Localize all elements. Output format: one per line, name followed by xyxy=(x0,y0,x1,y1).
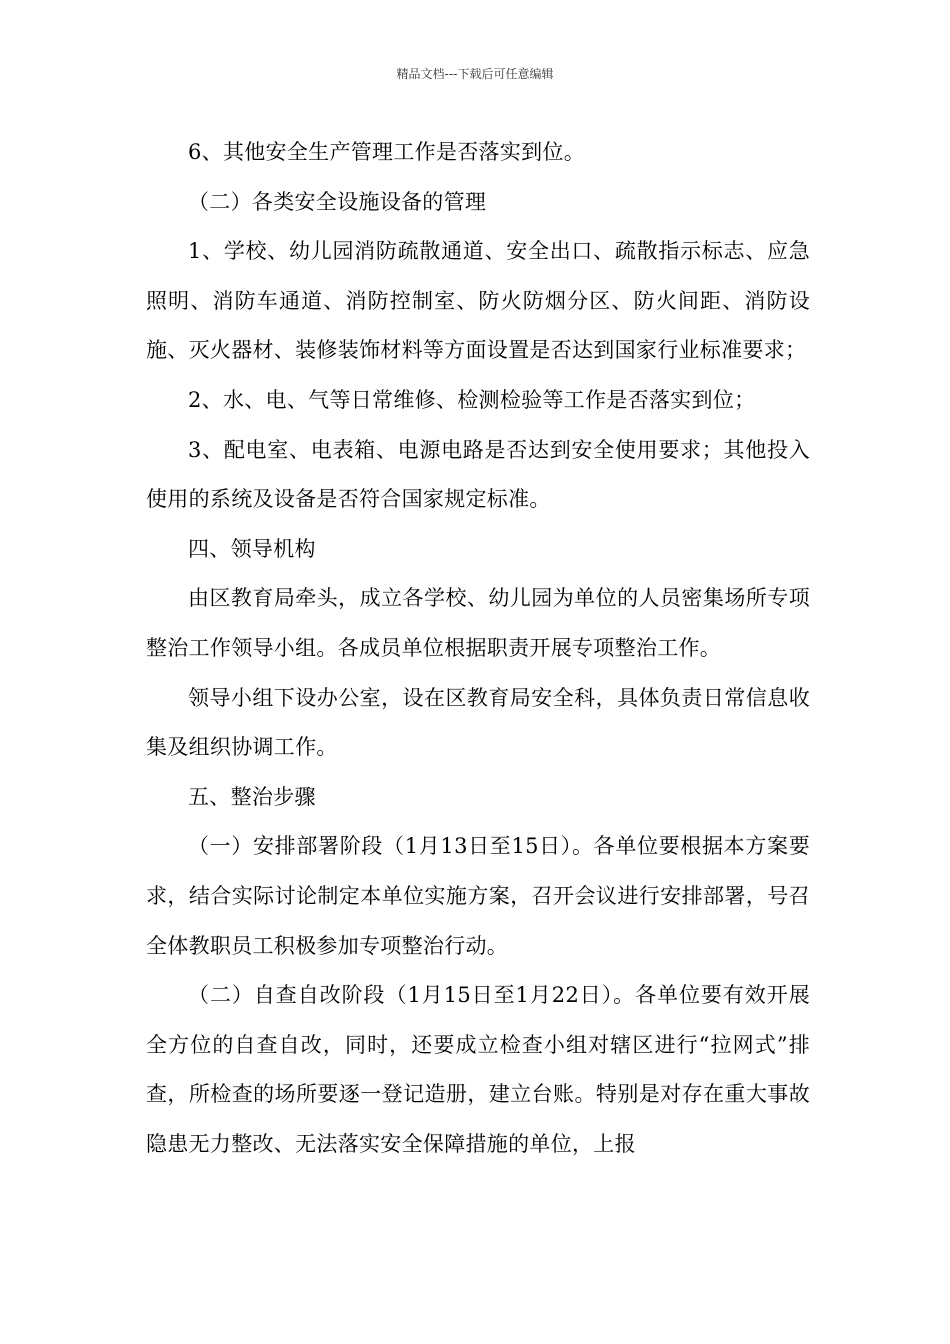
section-heading-steps: 五、整治步骤 xyxy=(188,784,316,809)
section-heading-facilities: （二）各类安全设施设备的管理 xyxy=(188,189,487,214)
document-body xyxy=(146,128,810,1169)
page-header: 精品文档---下载后可任意编辑 xyxy=(396,67,554,81)
section-heading-leadership: 四、领导机构 xyxy=(188,536,316,561)
paragraph-item-6: 6、其他安全生产管理工作是否落实到位。 xyxy=(188,140,586,164)
paragraph-item-1: 1、学校、幼儿园消防疏散通道、安全出口、疏散指示标志、应急照明、消防车通道、消防控制室、防火防烟分区、防火间距、消防设施、灭火器材、装修装饰材料等方面设置是否达到国家行业标准要求； xyxy=(146,239,810,363)
paragraph-leadership: 由区教育局牵头，成立各学校、幼儿园为单位的人员密集场所专项整治工作领导小组。各成员单位根据职责开展专项整治工作。 xyxy=(146,586,810,660)
paragraph-item-2: 2、水、电、气等日常维修、检测检验等工作是否落实到位； xyxy=(188,387,756,412)
paragraph-item-3: 3、配电室、电表箱、电源电路是否达到安全使用要求；其他投入使用的系统及设备是否符合国家规定标准。 xyxy=(146,437,810,512)
paragraph-step-1: （一）安排部署阶段（1月13日至15日）。各单位要根据本方案要求，结合实际讨论制定本单位实施方案，召开会议进行安排部署，号召全体教职员工积极参加专项整治行动。 xyxy=(146,834,810,958)
paragraph-step-2: （二）自查自改阶段（1月15日至1月22日）。各单位要有效开展全方位的自查自改，同时，还要成立检查小组对辖区进行“拉网式”排查，所检查的场所要逐一登记造册，建立台账。特别是对存在重大事故隐患无力整改、无法落实安全保障措施的单位，上报 xyxy=(146,983,810,1156)
paragraph-office: 领导小组下设办公室，设在区教育局安全科，具体负责日常信息收集及组织协调工作。 xyxy=(146,685,810,760)
